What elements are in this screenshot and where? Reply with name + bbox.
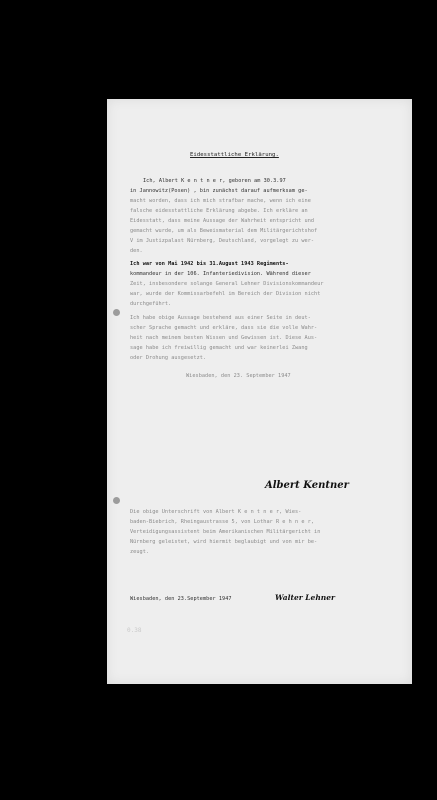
para1-line6: gemacht wurde, um als Beweismaterial dem Militärgerichtshof	[130, 228, 318, 234]
para1-line5: Eidesstatt, dass meine Aussage der Wahrheit entspricht und	[130, 218, 315, 224]
signature-albert-kentner: Albert Kentner	[265, 480, 349, 491]
para4-line2: baden-Biebrich, Rheingaustrasse 5, von Lothar R e h n e r,	[130, 519, 315, 525]
para3-line4: sage habe ich freiwillig gemacht und war keinerlei Zwang	[130, 345, 308, 351]
para3-line2: scher Sprache gemacht und erkläre, dass sie die volle Wahr-	[130, 325, 318, 331]
footer-place-date: Wiesbaden, den 23.September 1947	[130, 596, 232, 602]
signature-walter-lehner: Walter Lehner	[275, 593, 335, 602]
para2-line3: Zeit, insbesondere solange General Lehner Divisionskommandeur	[130, 281, 324, 287]
para1-line7: V im Justizpalast Nürnberg, Deutschland, vorgelegt zu wer-	[130, 238, 315, 244]
para4-line4: Nürnberg geleistet, wird hiermit beglaubigt und von mir be-	[130, 539, 318, 545]
para1-line3: macht worden, dass ich mich strafbar mache, wenn ich eine	[130, 198, 311, 204]
faint-stamp-number: 0.38	[127, 627, 142, 634]
document-page	[107, 99, 412, 684]
para3-line5: oder Drohung ausgesetzt.	[130, 355, 207, 361]
para1-line8: den.	[130, 248, 143, 254]
para4-line3: Verteidigungsassistent beim Amerikanischen Militärgericht in	[130, 529, 321, 535]
para2-line1: Ich war von Mai 1942 bis 31.August 1943 Regiments-	[130, 261, 289, 267]
para4-line1: Die obige Unterschrift von Albert K e n t n e r, Wies-	[130, 509, 302, 515]
para2-line2: kommandeur in der 106. Infanteriedivision. Während dieser	[130, 271, 311, 277]
para3-line3: heit nach meinem besten Wissen und Gewissen ist. Diese Aus-	[130, 335, 318, 341]
para1-line1: Ich, Albert K e n t n e r, geboren am 30.3.97	[143, 178, 286, 184]
para2-line4: war, wurde der Kommissarbefehl im Bereich der Division nicht	[130, 291, 321, 297]
para3-line1: Ich habe obige Aussage bestehend aus einer Seite in deut-	[130, 315, 311, 321]
place-date: Wiesbaden, den 23. September 1947	[186, 373, 291, 379]
punch-hole-top	[113, 309, 120, 316]
para2-line5: durchgeführt.	[130, 301, 172, 307]
para1-line2: in Jannowitz(Posen) , bin zunächst darauf aufmerksam ge-	[130, 188, 308, 194]
document-title: Eidesstattliche Erklärung.	[190, 152, 279, 158]
para4-line5: zeugt.	[130, 549, 150, 555]
punch-hole-bottom	[113, 497, 120, 504]
para1-line4: falsche eidesstattliche Erklärung abgebe. Ich erkläre an	[130, 208, 308, 214]
